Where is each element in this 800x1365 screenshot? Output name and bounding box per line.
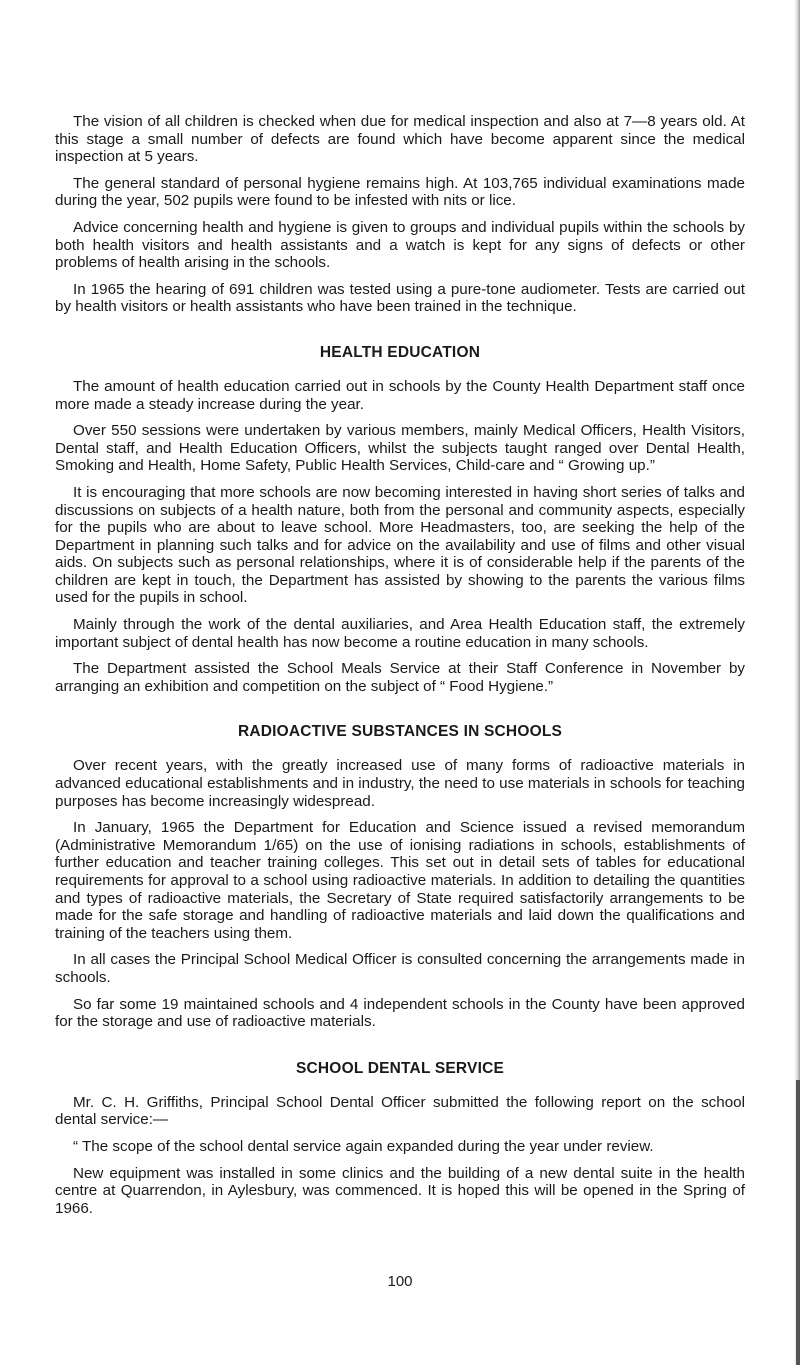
section-heading: HEALTH EDUCATION [319,343,481,361]
paragraph: In 1965 the hearing of 691 children was tested using a pure-tone audiometer. Tests are carried out by health visitors or health assistants who have been trained in the technique. [55,280,745,316]
paragraph: The general standard of personal hygiene remains high. At 103,765 individual examinations made during the year, 502 pupils were found to be infested with nits or lice. [55,174,745,210]
radioactive-section [55,723,745,1030]
paragraph: “ The scope of the school dental service again expanded during the year under review. [73,1137,654,1155]
paragraph: Advice concerning health and hygiene is given to groups and individual pupils within the schools by both health visitors and health assistants and a watch is kept for any signs of defects or other problems of health arising in the schools. [55,218,745,272]
intro-section [55,113,745,316]
paragraph: In January, 1965 the Department for Education and Science issued a revised memorandum (Administrative Memorandum 1/65) on the use of ionising radiations in schools, establishments of further education and teacher training colleges. This set out in detail sets of tables for educational requirements for approval to a school using radioactive materials. In addition to detailing the quantities and types of radioactive materials, the Secretary of State required satisfactorily arrangements to be made for the safe storage and handling of radioactive materials and laid down the qualifications and training of the teachers using them. [55,819,745,942]
paragraph: In all cases the Principal School Medical Officer is consulted concerning the arrangements made in schools. [55,951,745,986]
dental-service-section [55,1060,745,1218]
paragraph: It is encouraging that more schools are now becoming interested in having short series of talks and discussions on subjects of a health nature, both from the personal and community aspects, especially for the pupils who are about to leave school. More Headmasters, too, are seeking the help of the Department in planning such talks and for advice on the availability and use of films and other visual aids. On subjects such as personal relationships, where it is of considerable help if the parents of the children are kept in touch, the Department has assisted by showing to the parents the various films used for the pupils in school. [55,483,745,607]
paragraph: Over recent years, with the greatly increased use of many forms of radioactive materials in advanced educational establishments and in industry, the need to use materials in schools for teaching purposes has become increasingly widespread. [55,757,745,810]
health-education-section [55,344,745,696]
paragraph: Mr. C. H. Griffiths, Principal School Dental Officer submitted the following report on the school dental service:— [55,1093,745,1129]
document-page [55,113,745,1226]
section-heading: SCHOOL DENTAL SERVICE [295,1059,505,1077]
section-heading: RADIOACTIVE SUBSTANCES IN SCHOOLS [237,723,563,741]
paragraph: The Department assisted the School Meals Service at their Staff Conference in November by arranging an exhibition and competition on the subject of “ Food Hygiene.” [55,660,745,695]
paragraph: The amount of health education carried out in schools by the County Health Department staff once more made a steady increase during the year. [55,377,745,413]
paragraph: Over 550 sessions were undertaken by various members, mainly Medical Officers, Health Visitors, Dental staff, and Health Education Officers, whilst the subjects taught ranged over Dental Health, Smoking and Health, Home Safety, Public Health Services, Child-care and “ Growing up.” [55,422,745,475]
page-number: 100 [387,1273,413,1290]
paragraph: So far some 19 maintained schools and 4 independent schools in the County have been approved for the storage and use of radioactive materials. [55,995,745,1031]
paragraph: New equipment was installed in some clinics and the building of a new dental suite in the health centre at Quarrendon, in Aylesbury, was commenced. It is hoped this will be opened in the Spring of 1966. [55,1164,745,1217]
scan-edge-dark [796,1080,800,1365]
paragraph: The vision of all children is checked when due for medical inspection and also at 7—8 years old. At this stage a small number of defects are found which have become apparent since the medical inspection at 5 years. [55,113,745,166]
paragraph: Mainly through the work of the dental auxiliaries, and Area Health Education staff, the extremely important subject of dental health has now become a routine education in many schools. [55,616,745,651]
